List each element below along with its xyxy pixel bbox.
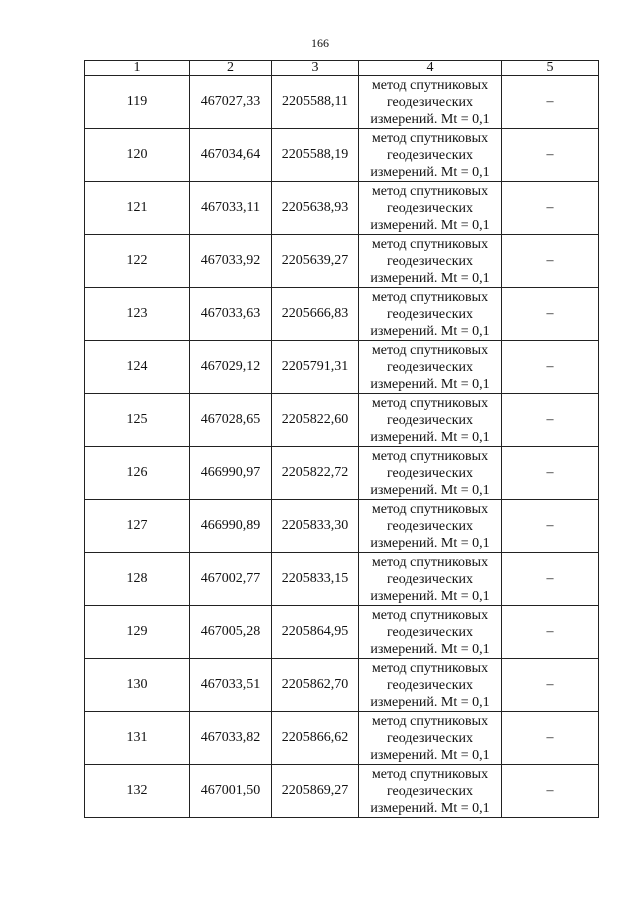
method-line: измерений. Mt = 0,1	[370, 747, 490, 763]
method-line: метод спутниковых	[371, 660, 489, 676]
table-row	[85, 182, 599, 235]
x-coordinate-cell: 467028,65	[190, 394, 272, 447]
point-number-cell: 125	[85, 394, 190, 447]
method-cell	[359, 606, 502, 659]
method-line: геодезических	[386, 518, 473, 534]
method-line: геодезических	[386, 306, 473, 322]
method-line: измерений. Mt = 0,1	[370, 588, 490, 604]
y-coordinate-cell: 2205639,27	[272, 235, 359, 288]
method-line: измерений. Mt = 0,1	[370, 641, 490, 657]
table-row	[85, 447, 599, 500]
x-coordinate-cell: 467033,63	[190, 288, 272, 341]
header-row	[85, 61, 599, 76]
method-line: измерений. Mt = 0,1	[370, 376, 490, 392]
x-coordinate-cell: 467033,92	[190, 235, 272, 288]
y-coordinate-cell: 2205833,15	[272, 553, 359, 606]
method-line: измерений. Mt = 0,1	[370, 111, 490, 127]
method-line: метод спутниковых	[371, 395, 489, 411]
x-coordinate-cell: 467029,12	[190, 341, 272, 394]
method-line: метод спутниковых	[371, 554, 489, 570]
method-line: геодезических	[386, 677, 473, 693]
page-number: 166	[311, 36, 329, 50]
method-line: геодезических	[386, 783, 473, 799]
point-number-cell: 131	[85, 712, 190, 765]
method-line: метод спутниковых	[371, 448, 489, 464]
method-cell	[359, 500, 502, 553]
point-number-cell: 121	[85, 182, 190, 235]
table-row	[85, 129, 599, 182]
point-number-cell: 130	[85, 659, 190, 712]
note-cell: –	[502, 182, 599, 235]
note-cell: –	[502, 765, 599, 818]
note-cell: –	[502, 659, 599, 712]
method-line: измерений. Mt = 0,1	[370, 429, 490, 445]
point-number-cell: 119	[85, 76, 190, 129]
method-cell	[359, 288, 502, 341]
method-line: геодезических	[386, 253, 473, 269]
method-cell	[359, 447, 502, 500]
method-cell	[359, 765, 502, 818]
y-coordinate-cell: 2205588,19	[272, 129, 359, 182]
y-coordinate-cell: 2205666,83	[272, 288, 359, 341]
method-line: метод спутниковых	[371, 766, 489, 782]
table-row	[85, 288, 599, 341]
header-cell: 5	[502, 61, 599, 76]
point-number-cell: 120	[85, 129, 190, 182]
method-line: геодезических	[386, 465, 473, 481]
method-line: геодезических	[386, 730, 473, 746]
x-coordinate-cell: 466990,89	[190, 500, 272, 553]
header-cell: 4	[359, 61, 502, 76]
point-number-cell: 124	[85, 341, 190, 394]
point-number-cell: 132	[85, 765, 190, 818]
y-coordinate-cell: 2205833,30	[272, 500, 359, 553]
note-cell: –	[502, 394, 599, 447]
method-line: геодезических	[386, 94, 473, 110]
table-row	[85, 553, 599, 606]
note-cell: –	[502, 553, 599, 606]
x-coordinate-cell: 467034,64	[190, 129, 272, 182]
method-line: измерений. Mt = 0,1	[370, 800, 490, 816]
table-row	[85, 606, 599, 659]
method-line: метод спутниковых	[371, 501, 489, 517]
method-line: измерений. Mt = 0,1	[370, 270, 490, 286]
method-cell	[359, 235, 502, 288]
method-line: метод спутниковых	[371, 289, 489, 305]
method-line: геодезических	[386, 624, 473, 640]
note-cell: –	[502, 129, 599, 182]
method-line: геодезических	[386, 200, 473, 216]
method-line: геодезических	[386, 359, 473, 375]
method-line: метод спутниковых	[371, 77, 489, 93]
header-cell: 1	[85, 61, 190, 76]
point-number-cell: 122	[85, 235, 190, 288]
y-coordinate-cell: 2205866,62	[272, 712, 359, 765]
note-cell: –	[502, 76, 599, 129]
method-line: измерений. Mt = 0,1	[370, 164, 490, 180]
x-coordinate-cell: 467033,82	[190, 712, 272, 765]
method-line: метод спутниковых	[371, 183, 489, 199]
method-line: измерений. Mt = 0,1	[370, 482, 490, 498]
note-cell: –	[502, 288, 599, 341]
point-number-cell: 123	[85, 288, 190, 341]
method-line: измерений. Mt = 0,1	[370, 217, 490, 233]
x-coordinate-cell: 467033,11	[190, 182, 272, 235]
y-coordinate-cell: 2205822,72	[272, 447, 359, 500]
table-row	[85, 765, 599, 818]
point-number-cell: 126	[85, 447, 190, 500]
method-line: измерений. Mt = 0,1	[370, 323, 490, 339]
x-coordinate-cell: 467001,50	[190, 765, 272, 818]
x-coordinate-cell: 467005,28	[190, 606, 272, 659]
note-cell: –	[502, 606, 599, 659]
method-line: измерений. Mt = 0,1	[370, 535, 490, 551]
y-coordinate-cell: 2205864,95	[272, 606, 359, 659]
method-cell	[359, 394, 502, 447]
method-line: метод спутниковых	[371, 607, 489, 623]
method-line: метод спутниковых	[371, 342, 489, 358]
table-row	[85, 235, 599, 288]
method-line: метод спутниковых	[371, 130, 489, 146]
method-cell	[359, 659, 502, 712]
table-body	[85, 76, 599, 818]
x-coordinate-cell: 467027,33	[190, 76, 272, 129]
method-cell	[359, 76, 502, 129]
y-coordinate-cell: 2205588,11	[272, 76, 359, 129]
table-row	[85, 659, 599, 712]
y-coordinate-cell: 2205791,31	[272, 341, 359, 394]
note-cell: –	[502, 500, 599, 553]
method-cell	[359, 712, 502, 765]
x-coordinate-cell: 466990,97	[190, 447, 272, 500]
y-coordinate-cell: 2205869,27	[272, 765, 359, 818]
table-row	[85, 712, 599, 765]
y-coordinate-cell: 2205862,70	[272, 659, 359, 712]
method-line: геодезических	[386, 571, 473, 587]
note-cell: –	[502, 712, 599, 765]
method-line: измерений. Mt = 0,1	[370, 694, 490, 710]
method-line: геодезических	[386, 147, 473, 163]
table-row	[85, 341, 599, 394]
method-cell	[359, 129, 502, 182]
x-coordinate-cell: 467002,77	[190, 553, 272, 606]
method-cell	[359, 182, 502, 235]
method-line: метод спутниковых	[371, 236, 489, 252]
method-line: метод спутниковых	[371, 713, 489, 729]
header-cell: 2	[190, 61, 272, 76]
y-coordinate-cell: 2205822,60	[272, 394, 359, 447]
table-row	[85, 394, 599, 447]
header-cell: 3	[272, 61, 359, 76]
method-line: геодезических	[386, 412, 473, 428]
method-cell	[359, 553, 502, 606]
point-number-cell: 128	[85, 553, 190, 606]
table-row	[85, 76, 599, 129]
y-coordinate-cell: 2205638,93	[272, 182, 359, 235]
x-coordinate-cell: 467033,51	[190, 659, 272, 712]
note-cell: –	[502, 235, 599, 288]
point-number-cell: 127	[85, 500, 190, 553]
note-cell: –	[502, 447, 599, 500]
method-cell	[359, 341, 502, 394]
note-cell: –	[502, 341, 599, 394]
table-row	[85, 500, 599, 553]
coordinates-table	[84, 60, 599, 818]
point-number-cell: 129	[85, 606, 190, 659]
